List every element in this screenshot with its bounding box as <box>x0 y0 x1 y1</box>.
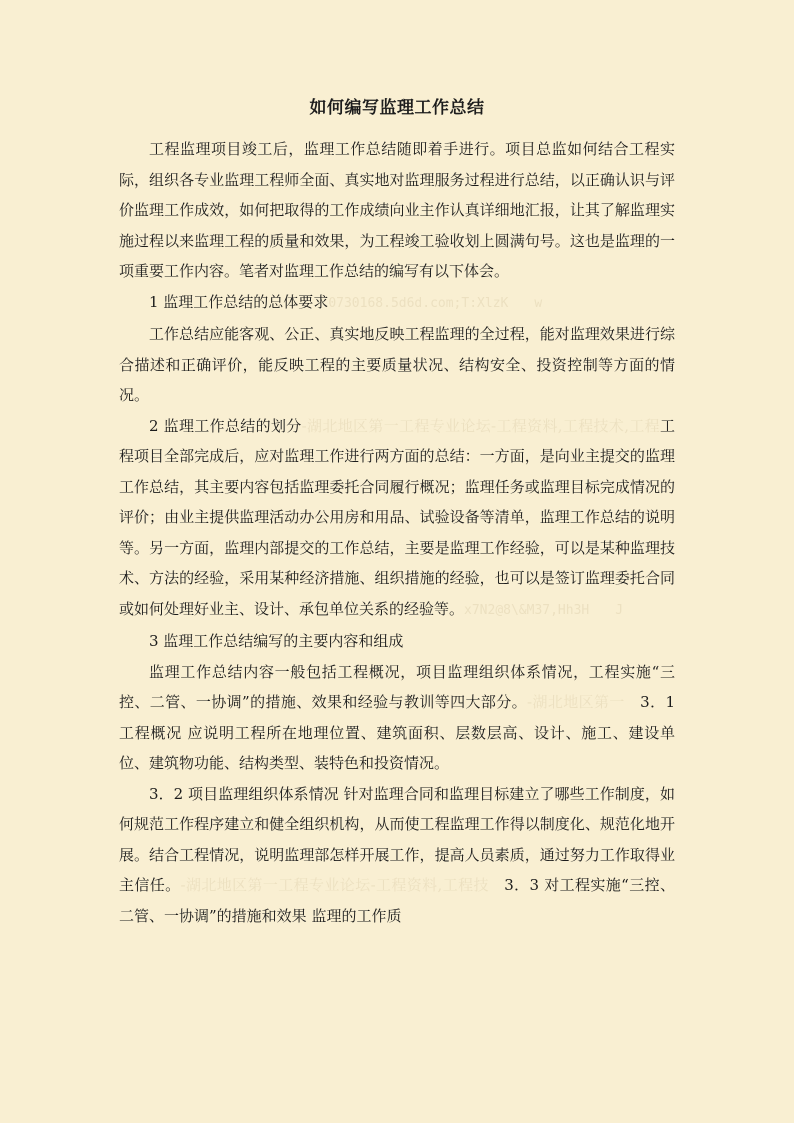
section-2-title: 2 监理工作总结的划分 <box>149 416 302 435</box>
watermark-text: -湖北地区第一 <box>527 693 625 711</box>
section-2-heading <box>119 411 675 627</box>
subsection-3-2 <box>119 779 675 932</box>
paragraph-division: 工程项目全部完成后，应对监理工作进行两方面的总结：一方面，是向业主提交的监理工作总结，其主要内容包括监理委托合同履行概况；监理任务或监理目标完成情况的评价；由业主提供监理活动办公用房和用品、试验设备等清单，监理工作总结的说明等。另一方面，监理内部提交的工作总结，主要是监理工作经验，可以是某种监理技术、方法的经验，采用某种经济措施、组织措施的经验，也可以是签订监理委托合同或如何处理好业主、设计、承包单位关系的经验等。 <box>119 416 676 618</box>
paragraph-requirements: 工作总结应能客观、公正、真实地反映工程监理的全过程，能对监理效果进行综合描述和正确评价，能反映工程的主要质量状况、结构安全、投资控制等方面的情况。 <box>119 325 675 404</box>
subsection-3-3: 3．3 对工程实施“三控、二管、一协调”的措施和效果 监理的工作质 <box>119 876 675 925</box>
section-3-title: 3 监理工作总结编写的主要内容和组成 <box>149 632 404 650</box>
subsection-3-2-text: 3．2 项目监理组织体系情况 针对监理合同和监理目标建立了哪些工作制度，如何规范工作程序建立和健全组织机构，从而使工程监理工作得以制度化、规范化地开展。结合工程情况，说明监理部怎样开展工作，提高人员素质，通过努力工作取得业主信任。 <box>119 784 675 894</box>
watermark-text: x7N2@8\&M37,Hh3H J <box>464 602 624 618</box>
document-title: 如何编写监理工作总结 <box>309 98 485 118</box>
paragraph-content-text: 监理工作总结内容一般包括工程概况，项目监理组织体系情况，工程实施“三控、二管、一协调”的措施、效果和经验与教训等四大部分。 <box>119 662 675 711</box>
section-1-title: 1 监理工作总结的总体要求 <box>149 292 329 311</box>
watermark-text: 0730168.5d6d.com;T:XlzK w <box>328 295 543 311</box>
subsection-3-1: 3．1 工程概况 应说明工程所在地理位置、建筑面积、层数层高、设计、施工、建设单位、建筑物功能、结构类型、装特色和投资情况。 <box>119 693 676 772</box>
paragraph-intro: 工程监理项目竣工后，监理工作总结随即着手进行。项目总监如何结合工程实际，组织各专业监理工程师全面、真实地对监理服务过程进行总结，以正确认识与评价监理工作成效，如何把取得的工作成绩向业主作认真详细地汇报，让其了解监理实施过程以来监理工程的质量和效果，为工程竣工验收划上圆满句号。这也是监理的一项重要工作内容。笔者对监理工作总结的编写有以下体会。 <box>119 140 675 280</box>
paragraph-content <box>119 657 675 779</box>
watermark-text: -湖北地区第一工程专业论坛-工程资料,工程技术,工程 <box>301 416 660 435</box>
section-1-heading <box>119 287 675 320</box>
document-page <box>119 94 675 931</box>
watermark-text: -湖北地区第一工程专业论坛-工程资料,工程技 <box>180 876 489 894</box>
